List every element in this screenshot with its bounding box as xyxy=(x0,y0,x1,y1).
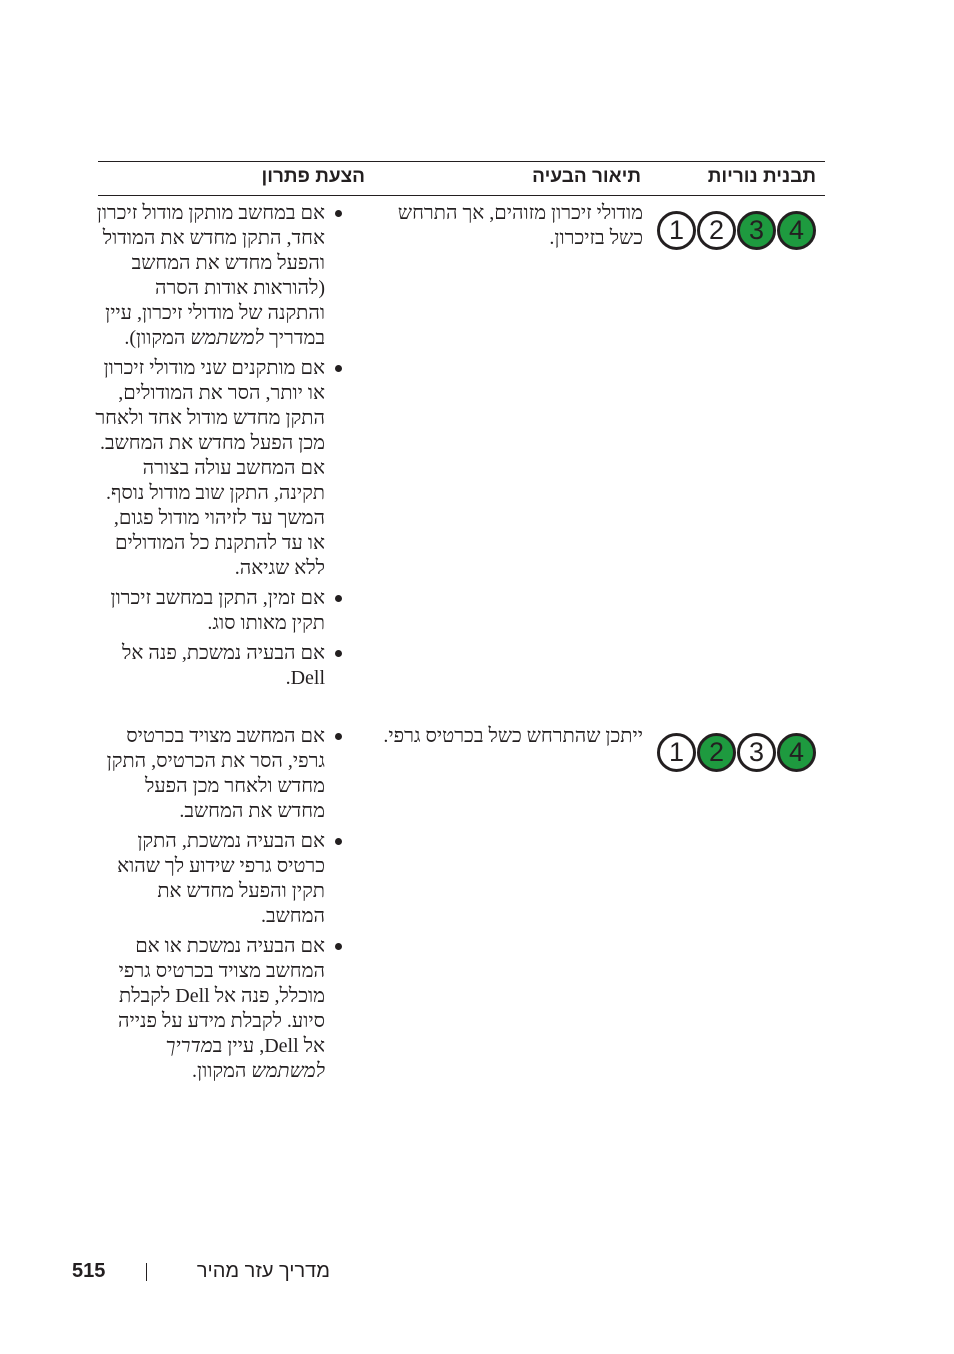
problem-description-row-2: ייתכן שהתרחש כשל בכרטיס גרפי. xyxy=(383,725,643,747)
footer-separator xyxy=(146,1263,147,1281)
solution-item: אם הבעיה נמשכת, פנה אל Dell. xyxy=(95,641,345,691)
led-pattern-row-2 xyxy=(657,733,819,773)
led-indicator-3: 3 xyxy=(737,733,776,772)
solution-item: אם הבעיה נמשכת, התקן כרטיס גרפי שידוע לך שהוא תקין והפעל מחדש את המחשב. xyxy=(95,829,345,929)
solution-item: אם במחשב מותקן מודול זיכרון אחד, התקן מחדש את המודול והפעל מחדש את המחשב (להוראות אודות הסרה והתקנה של מודולי זיכרון, עיין במדריך למשתמש המקוון). xyxy=(95,201,345,351)
led-indicator-2: 2 xyxy=(697,211,736,250)
led-indicator-2: 2 xyxy=(697,733,736,772)
solution-list-row-1 xyxy=(95,201,345,696)
solution-item: אם זמין, התקן במחשב זיכרון תקין מאותו סוג. xyxy=(95,586,345,636)
header-description: תיאור הבעיה xyxy=(532,166,641,187)
footer-title: מדריך עזר מהיר xyxy=(196,1260,330,1282)
solution-list-row-2 xyxy=(95,724,345,1089)
header-pattern: תבנית נוריות xyxy=(707,166,816,187)
led-indicator-4: 4 xyxy=(777,211,816,250)
solution-item: אם הבעיה נמשכת או אם המחשב מצויד בכרטיס גרפי מוכלל, פנה אל Dell לקבלת סיוע. לקבלת מידע על פנייה אל Dell, עיין במדריך למשתמש המקוון. xyxy=(95,934,345,1084)
solution-item: אם המחשב מצויד בכרטיס גרפי, הסר את הכרטיס, התקן מחדש ולאחר מכן הפעל מחדש את המחשב. xyxy=(95,724,345,824)
solution-item: אם מותקנים שני מודולי זיכרון או יותר, הסר את המודולים, התקן מחדש מודול אחד ולאחר מכן הפעל מחדש את המחשב. אם המחשב עולה בצורה תקינה, התקן שוב מודול נוסף. המשך עד לזיהוי מודול פגום, או עד להתקנת כל המודולים ללא שגיאה. xyxy=(95,356,345,581)
table-top-rule xyxy=(98,161,825,162)
table-header-rule xyxy=(98,195,825,196)
led-indicator-3: 3 xyxy=(737,211,776,250)
page-number: 515 xyxy=(72,1260,106,1282)
led-indicator-1: 1 xyxy=(657,733,696,772)
problem-description-row-1: מודולי זיכרון מזוהים, אך התרחש כשל בזיכרון. xyxy=(397,202,643,249)
led-indicator-4: 4 xyxy=(777,733,816,772)
led-indicator-1: 1 xyxy=(657,211,696,250)
header-solution: הצעת פתרון xyxy=(261,166,365,187)
led-pattern-row-1 xyxy=(657,211,819,251)
